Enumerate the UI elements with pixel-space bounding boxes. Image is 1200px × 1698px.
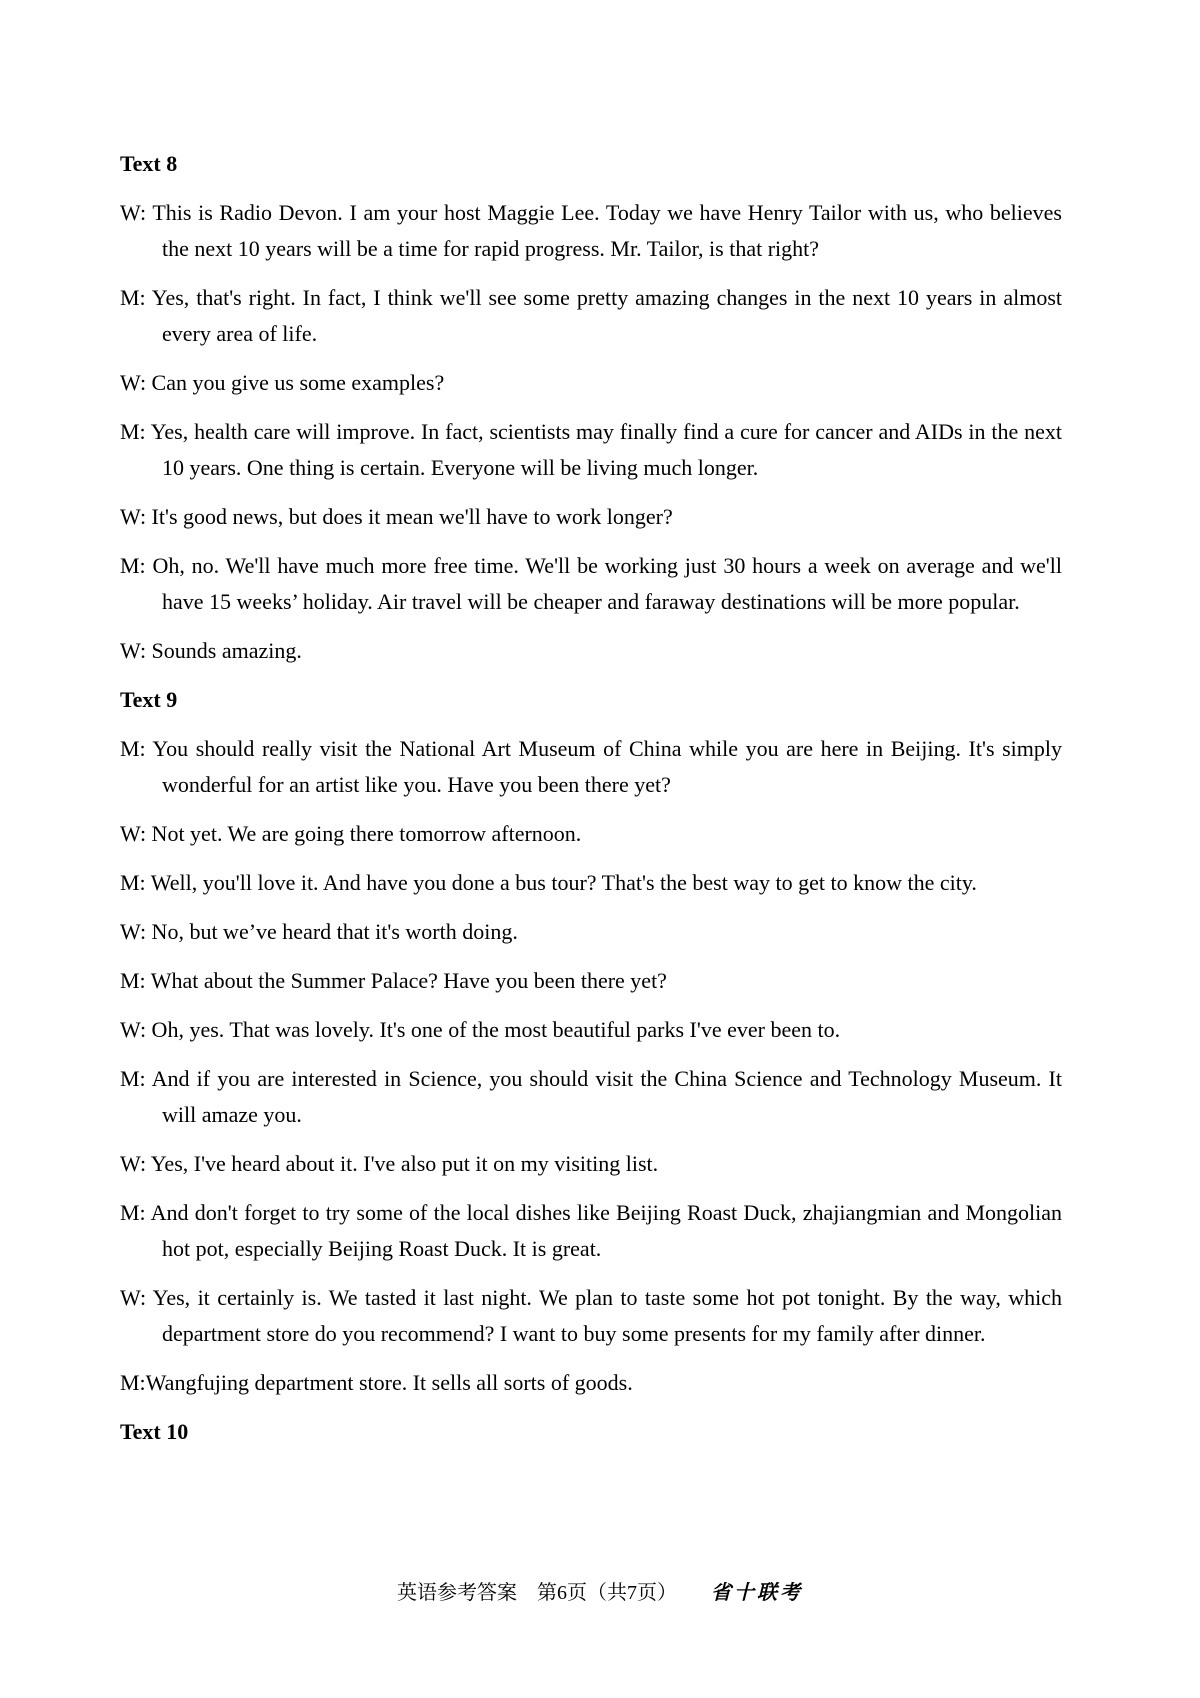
footer-brand: 省十联考: [711, 1582, 803, 1604]
section-heading-text9: Text 9: [120, 687, 178, 712]
dialogue-line: W: Oh, yes. That was lovely. It's one of the most beautiful parks I've ever been to.: [120, 1017, 841, 1042]
dialogue-line: M: Yes, that's right. In fact, I think we'll see some pretty amazing changes in the next 10 years in almost every area of life.: [120, 285, 1062, 346]
section-heading-text10: Text 10: [120, 1419, 189, 1444]
section-heading-text8: Text 8: [120, 151, 178, 176]
dialogue-line: W: Yes, I've heard about it. I've also put it on my visiting list.: [120, 1151, 659, 1176]
dialogue-line: M:Wangfujing department store. It sells all sorts of goods.: [120, 1370, 633, 1395]
dialogue-line: M: You should really visit the National Art Museum of China while you are here in Beijing. It's simply wonderful for an artist like you. Have you been there yet?: [120, 736, 1062, 797]
dialogue-line: W: This is Radio Devon. I am your host Maggie Lee. Today we have Henry Tailor with us, who believes the next 10 years will be a time for rapid progress. Mr. Tailor, is that right?: [120, 200, 1062, 261]
footer-page-info: 第6页（共7页）: [537, 1582, 677, 1604]
dialogue-line: W: Yes, it certainly is. We tasted it last night. We plan to taste some hot pot tonight. By the way, which department store do you recommend? I want to buy some presents for my family after dinner.: [120, 1285, 1062, 1346]
dialogue-line: W: Sounds amazing.: [120, 638, 302, 663]
dialogue-line: M: And if you are interested in Science, you should visit the China Science and Technology Museum. It will amaze you.: [120, 1066, 1062, 1127]
dialogue-line: M: Yes, health care will improve. In fact, scientists may finally find a cure for cancer and AIDs in the next 10 years. One thing is certain. Everyone will be living much longer.: [120, 419, 1062, 480]
dialogue-line: M: And don't forget to try some of the local dishes like Beijing Roast Duck, zhajiangmian and Mongolian hot pot, especially Beijing Roast Duck. It is great.: [120, 1200, 1062, 1261]
footer-doc-title: 英语参考答案: [397, 1582, 517, 1604]
page-footer: [0, 1578, 1200, 1608]
dialogue-line: W: Not yet. We are going there tomorrow afternoon.: [120, 821, 582, 846]
dialogue-line: M: Well, you'll love it. And have you done a bus tour? That's the best way to get to know the city.: [120, 870, 977, 895]
dialogue-line: W: Can you give us some examples?: [120, 370, 445, 395]
dialogue-line: W: No, but we’ve heard that it's worth doing.: [120, 919, 518, 944]
transcript-body: [120, 146, 1062, 1463]
dialogue-line: W: It's good news, but does it mean we'll have to work longer?: [120, 504, 673, 529]
dialogue-line: M: What about the Summer Palace? Have you been there yet?: [120, 968, 667, 993]
dialogue-line: M: Oh, no. We'll have much more free time. We'll be working just 30 hours a week on average and we'll have 15 weeks’ holiday. Air travel will be cheaper and faraway destinations will be more popular.: [120, 553, 1062, 614]
